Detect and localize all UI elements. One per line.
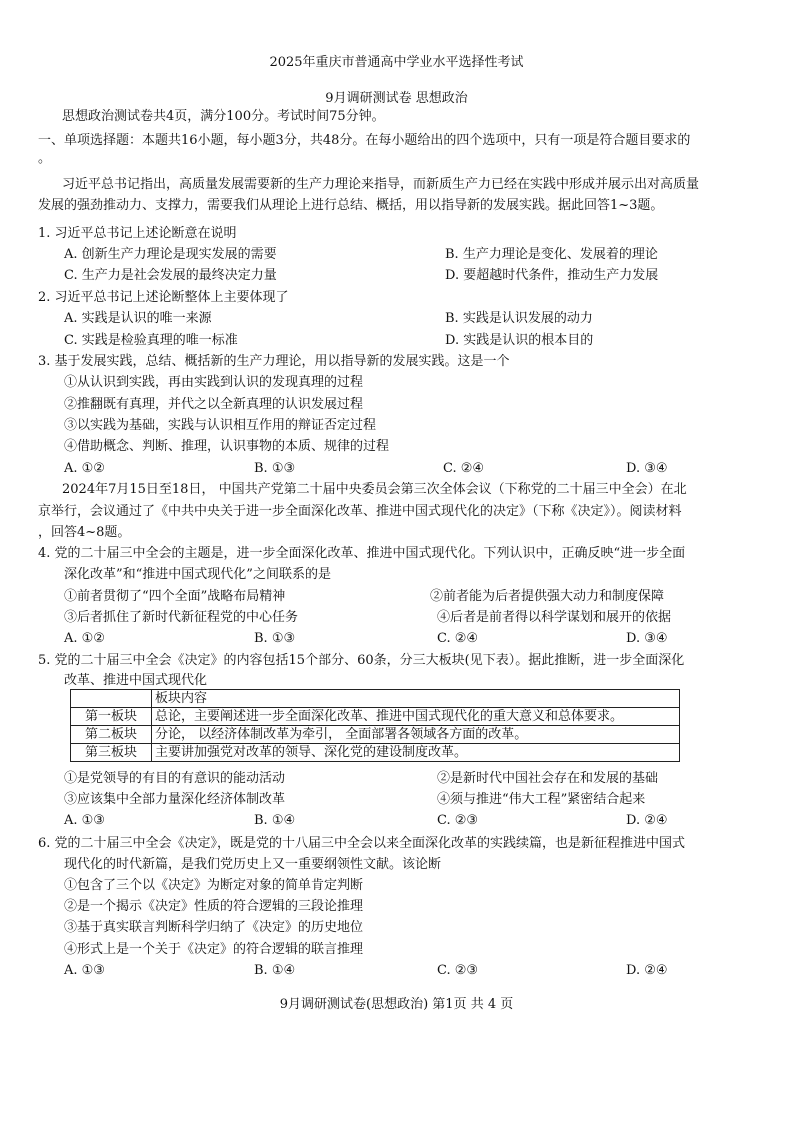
q1-option-b: B. 生产力理论是变化、发展着的理论 (445, 247, 658, 262)
material-1-line-2: 发展的强劲推动力、支撑力，需要我们从理论上进行总结、概括，用以指导新的发展实践。据此回答1~3题。 (38, 198, 664, 213)
q2-option-d: D. 实践是认识的根本目的 (445, 333, 594, 348)
q4-stem-line-1: 4. 党的二十届三中全会的主题是，进一步全面深化改革、推进中国式现代化。下列认识中，正确反映“进一步全面 (38, 546, 686, 561)
q4-option-b: B. ①③ (254, 631, 296, 646)
q4-statement-3: ③后者抓住了新时代新征程党的中心任务 (64, 610, 299, 625)
q1-option-a: A. 创新生产力理论是现实发展的需要 (64, 247, 277, 262)
q5-option-d: D. ②④ (626, 813, 668, 828)
table-header-row (71, 690, 680, 708)
q4-option-a: A. ①② (64, 631, 105, 646)
q1-option-c: C. 生产力是社会发展的最终决定力量 (64, 268, 277, 283)
material-1-line-1: 习近平总书记指出，高质量发展需要新的生产力理论来指导，而新质生产力已经在实践中形成并展示出对高质量 (62, 177, 700, 192)
q5-option-c: C. ②③ (437, 813, 479, 828)
q6-option-b: B. ①④ (254, 963, 296, 978)
q5-statement-2: ②是新时代中国社会存在和发展的基础 (437, 771, 659, 786)
exam-subtitle: 9月调研测试卷 思想政治 (325, 91, 468, 106)
table-cell-block-name: 第一板块 (71, 708, 152, 726)
q6-stem-line-2: 现代化的时代新篇，是我们党历史上又一重要纲领性文献。该论断 (64, 857, 442, 872)
q2-stem: 2. 习近平总书记上述论断整体上主要体现了 (38, 290, 289, 305)
section-heading: 一、单项选择题：本题共16小题，每小题3分，共48分。在每小题给出的四个选项中，只有一项是符合题目要求的 (38, 133, 691, 148)
q4-statement-2: ②前者能为后者提供强大动力和制度保障 (430, 589, 665, 604)
q3-statement-2: ②推翻既有真理，并代之以全新真理的认识发展过程 (64, 397, 364, 412)
table-header-empty (71, 690, 152, 708)
q1-option-d: D. 要超越时代条件，推动生产力发展 (445, 268, 659, 283)
q3-option-c: C. ②④ (443, 461, 485, 476)
table-cell-block-name: 第三板块 (71, 744, 152, 762)
exam-title: 2025年重庆市普通高中学业水平选择性考试 (269, 55, 524, 70)
q6-option-a: A. ①③ (64, 963, 105, 978)
q4-statement-4: ④后者是前者得以科学谋划和展开的依据 (437, 610, 672, 625)
q5-stem-line-1: 5. 党的二十届三中全会《决定》的内容包括15个部分、60条，分三大板块(见下表）。据此推断，进一步全面深化 (38, 653, 685, 668)
q2-option-b: B. 实践是认识发展的动力 (445, 311, 593, 326)
table-cell-block-content: 主要讲加强党对改革的领导、深化党的建设制度改革。 (152, 744, 680, 762)
q1-stem: 1. 习近平总书记上述论断意在说明 (38, 226, 237, 241)
q4-stem-line-2: 深化改革”和“推进中国式现代化”之间联系的是 (64, 567, 331, 582)
q4-option-d: D. ③④ (626, 631, 668, 646)
q6-option-d: D. ②④ (626, 963, 668, 978)
q4-statement-1: ①前者贯彻了“四个全面”战略布局精神 (64, 589, 286, 604)
q3-statement-4: ④借助概念、判断、推理，认识事物的本质、规律的过程 (64, 439, 390, 454)
q6-statement-2: ②是一个揭示《决定》性质的符合逻辑的三段论推理 (64, 899, 364, 914)
q5-statement-4: ④须与推进“伟大工程”紧密结合起来 (437, 792, 646, 807)
q3-statement-1: ①从认识到实践，再由实践到认识的发现真理的过程 (64, 375, 364, 390)
section-heading-cont: 。 (38, 151, 52, 166)
q6-option-c: C. ②③ (437, 963, 479, 978)
q3-option-a: A. ①② (64, 461, 105, 476)
q5-option-a: A. ①③ (64, 813, 105, 828)
table-cell-block-name: 第二板块 (71, 726, 152, 744)
material-2-line-3: ，回答4~8题。 (38, 525, 131, 540)
page-footer: 9月调研测试卷(思想政治) 第1页 共 4 页 (279, 997, 514, 1012)
q6-statement-4: ④形式上是一个关于《决定》的符合逻辑的联言推理 (64, 942, 364, 957)
table-cell-block-content: 总论，主要阐述进一步全面深化改革、推进中国式现代化的重大意义和总体要求。 (152, 708, 680, 726)
q2-option-c: C. 实践是检验真理的唯一标准 (64, 333, 238, 348)
table-row (71, 726, 680, 744)
exam-info: 思想政治测试卷共4页，满分100分。考试时间75分钟。 (62, 109, 385, 124)
q6-stem-line-1: 6. 党的二十届三中全会《决定》，既是党的十八届三中全会以来全面深化改革的实践续篇，也是新征程推进中国式 (38, 836, 686, 851)
q3-statement-3: ③以实践为基础，实践与认识相互作用的辩证否定过程 (64, 418, 377, 433)
q6-statement-3: ③基于真实联言判断科学归纳了《决定》的历史地位 (64, 920, 364, 935)
table-cell-block-content: 分论， 以经济体制改革为牵引， 全面部署各领域各方面的改革。 (152, 726, 680, 744)
table-row (71, 744, 680, 762)
q5-stem-line-2: 改革、推进中国式现代化 (64, 673, 208, 688)
q3-stem: 3. 基于发展实践，总结、概括新的生产力理论，用以指导新的发展实践。这是一个 (38, 354, 510, 369)
table-header-cell: 板块内容 (152, 690, 680, 708)
q3-option-b: B. ①③ (254, 461, 296, 476)
q5-statement-1: ①是党领导的有目的有意识的能动活动 (64, 771, 286, 786)
material-2-line-2: 京举行，会议通过了《中共中央关于进一步全面深化改革、推进中国式现代化的决定》（下称《决定》）。阅读材料 (38, 504, 682, 519)
q6-statement-1: ①包含了三个以《决定》为断定对象的简单肯定判断 (64, 878, 364, 893)
q2-option-a: A. 实践是认识的唯一来源 (64, 311, 212, 326)
q5-statement-3: ③应该集中全部力量深化经济体制改革 (64, 792, 286, 807)
q4-option-c: C. ②④ (437, 631, 479, 646)
material-2-line-1: 2024年7月15日至18日， 中国共产党第二十届中央委员会第三次全体会议（下称党的二十届三中全会）在北 (62, 482, 687, 497)
q3-option-d: D. ③④ (626, 461, 668, 476)
table-row (71, 708, 680, 726)
reform-blocks-table (70, 689, 680, 762)
q5-option-b: B. ①④ (254, 813, 296, 828)
